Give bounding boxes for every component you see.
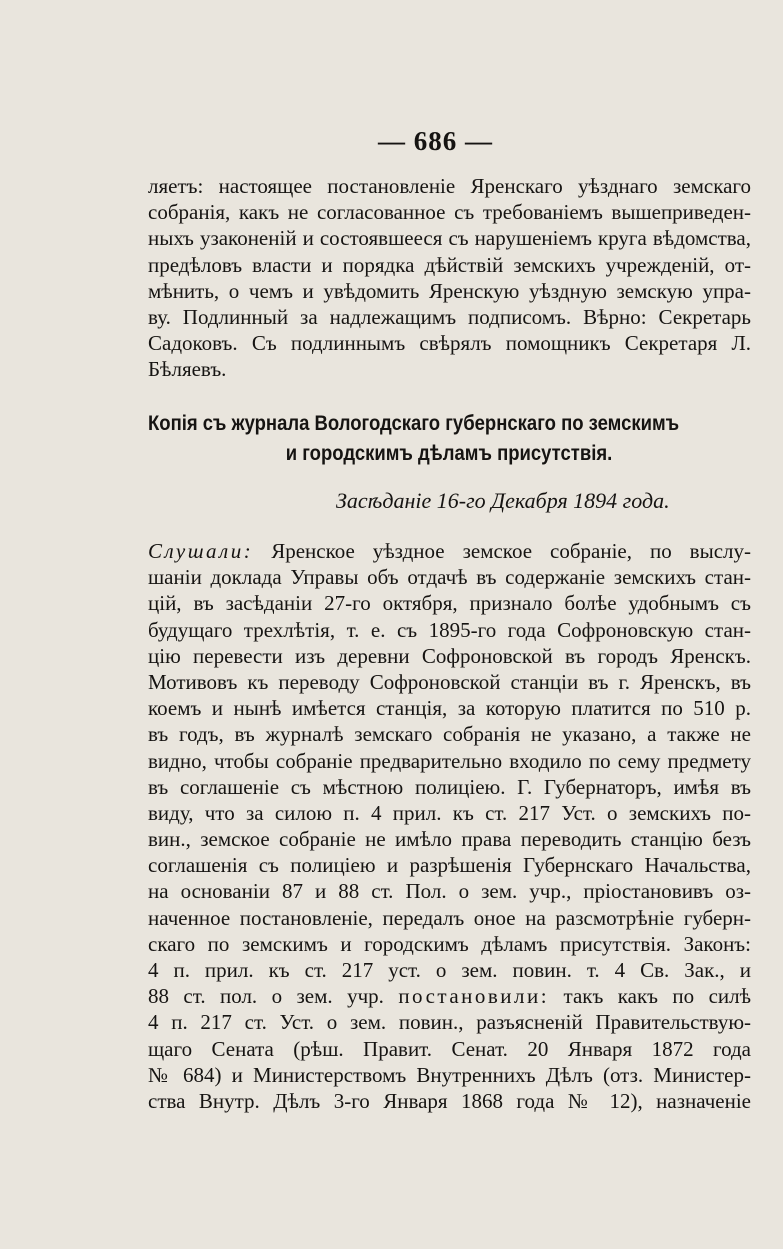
text-line: 4 п. прил. къ ст. 217 уст. о зем. повин. т. 4 Св. Зак., и [148,958,751,982]
text-line: въ годъ, въ журналѣ земскаго собранія не указано, а также не [148,722,751,747]
text-line: 4 п. 217 ст. Уст. о зем. повин., разъясненій Правительствую- [148,1010,751,1035]
text-fragment: 88 ст. пол. о зем. учр. [148,984,399,1009]
top-paragraph [148,173,751,383]
text-line: наченное постановленіе, передалъ оное на разсмотрѣніе губерн- [148,905,751,930]
text-line: № 684) и Министерствомъ Внутреннихъ Дѣлъ (отз. Министер- [148,1062,751,1087]
session-date: Засѣданіе 16-го Декабря 1894 года. [336,488,670,513]
text-line: цію перевести изъ деревни Софроновской въ городъ Яренскъ. [148,643,751,668]
text-fragment: Яренское уѣздное земское собраніе, по выслу- [253,539,751,563]
heard-label: Слушали: [148,539,254,563]
text-line: виду, что за силою п. 4 прил. къ ст. 217 Уст. о земскихъ по- [148,800,751,825]
text-line: ныхъ узаконеній и состоявшееся съ нарушеніемъ круга вѣдомства, [148,226,751,251]
text-line: скаго по земскимъ и городскимъ дѣламъ присутствія. Законъ: [148,931,751,956]
text-line [148,538,751,564]
text-line: на основаніи 87 и 88 ст. Пол. о зем. учр., пріостановивъ оз- [148,879,751,904]
heading-line: и городскимъ дѣламъ присутствія. [285,441,613,465]
text-line: Бѣляевъ. [148,357,227,382]
text-line: соглашенія съ полиціею и разрѣшенія Губернскаго Начальства, [148,853,751,878]
resolved-label: постановили: [398,984,550,1009]
text-line: Мотивовъ къ переводу Софроновской станціи въ г. Яренскъ, въ [148,669,751,694]
text-line: цій, въ засѣданіи 27-го октября, признало болѣе удобнымъ съ [148,591,751,616]
text-line [148,983,751,1009]
text-line: щаго Сената (рѣш. Правит. Сенат. 20 Января 1872 года [148,1036,751,1061]
main-paragraph [148,538,751,1114]
heading-line: Копія съ журнала Вологодскаго губернскаго по земскимъ [148,411,680,435]
text-line: шаніи доклада Управы объ отдачѣ въ содержаніе земскихъ стан- [148,565,751,590]
text-line: въ соглашеніе съ мѣстною полиціею. Г. Губернаторъ, имѣя въ [148,774,751,799]
text-line: коемъ и нынѣ имѣется станція, за которую платится по 510 р. [148,696,751,721]
text-line: будущаго трехлѣтія, т. е. съ 1895-го года Софроновскую стан- [148,617,751,642]
page-number: — 686 — [378,126,493,156]
text-line: ляетъ: настоящее постановленіе Яренскаго уѣзднаго земскаго [148,174,751,198]
text-line: собранія, какъ не согласованное съ требованіемъ вышеприведен- [148,200,751,225]
text-line: Садоковъ. Съ подлиннымъ свѣрялъ помощникъ Секретаря Л. [148,331,751,356]
text-line: предѣловъ власти и порядка дѣйствій земскихъ учрежденій, от- [148,252,751,277]
text-line: вин., земское собраніе не имѣло права переводить станцію безъ [148,827,751,852]
text-line: мѣнить, о чемъ и увѣдомить Яренскую уѣздную земскую упра- [148,278,751,303]
text-fragment: такъ какъ по силѣ [549,984,751,1009]
text-line: видно, чтобы собраніе предварительно входило по сему предмету [148,748,751,773]
section-heading [148,408,680,468]
text-line: ства Внутр. Дѣлъ 3-го Января 1868 года № 12), назначеніе [148,1088,751,1113]
text-line: ву. Подлинный за надлежащимъ подписомъ. Вѣрно: Секретарь [148,304,751,329]
